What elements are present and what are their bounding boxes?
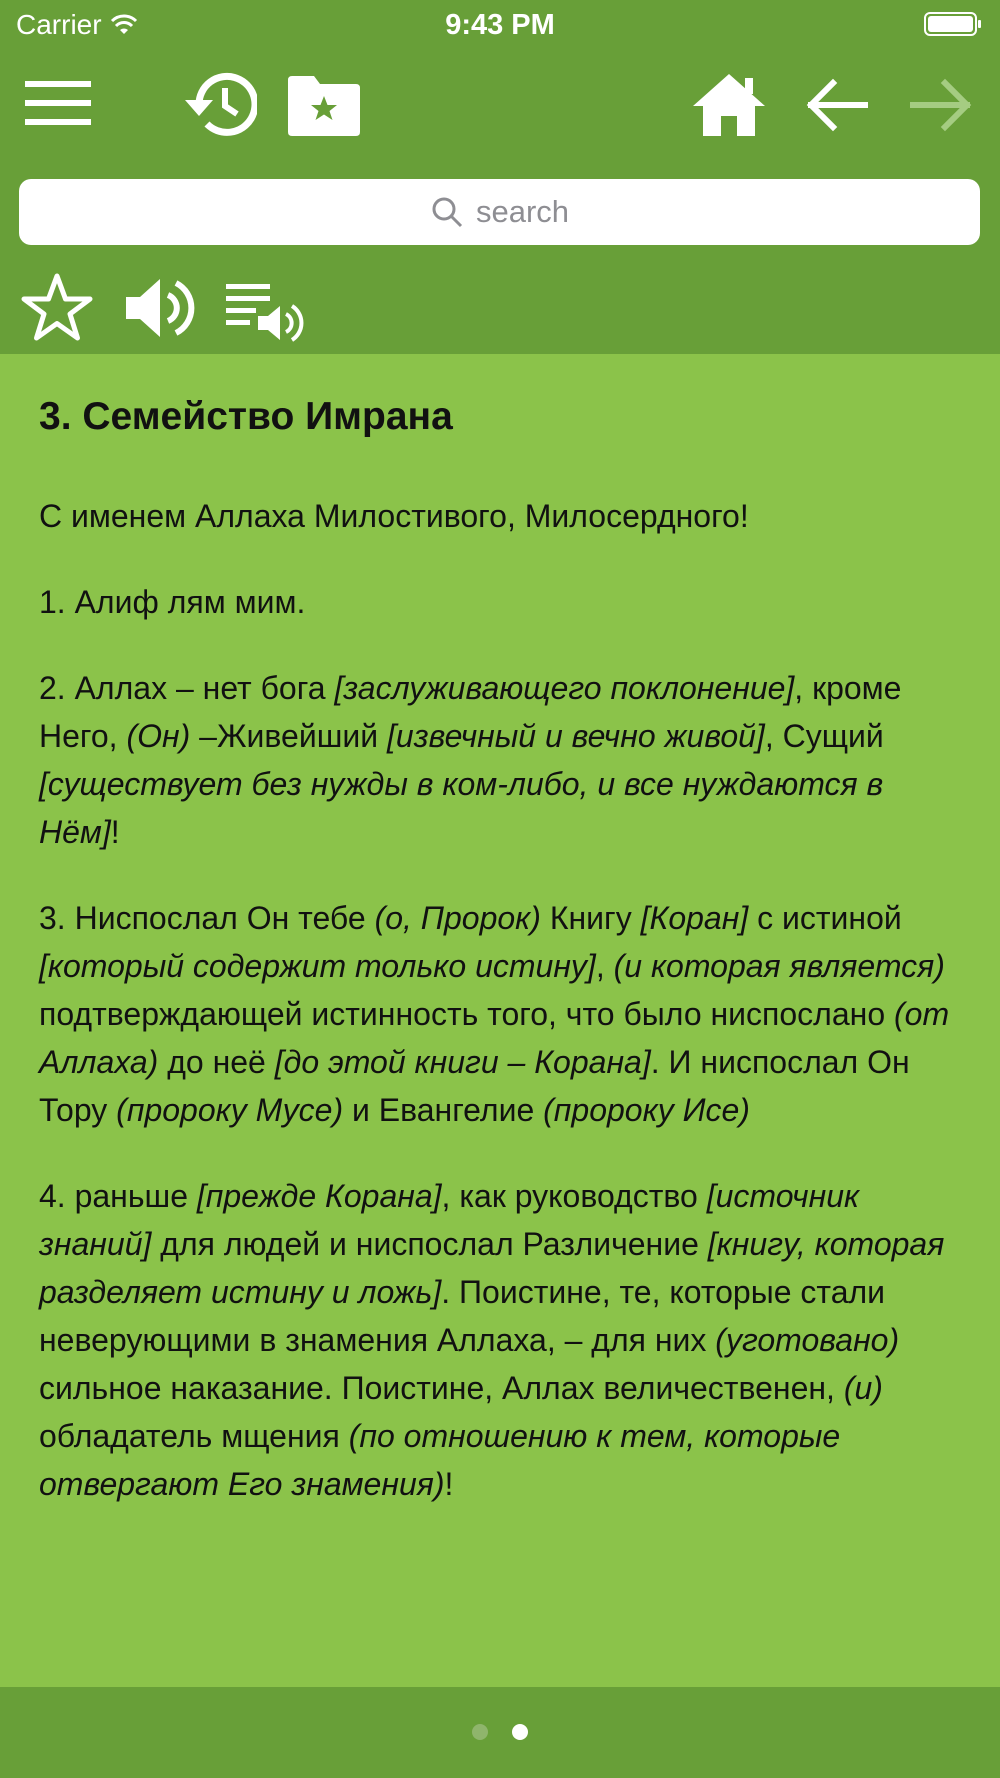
verse-text: 3. Ниспослал Он тебе [39, 900, 375, 936]
menu-icon [23, 77, 93, 129]
search-bar[interactable] [19, 179, 980, 245]
favorite-button[interactable] [18, 270, 96, 346]
search-placeholder: search [475, 194, 570, 229]
playlist-audio-button[interactable] [220, 276, 306, 346]
status-time: 9:43 PM [445, 9, 555, 41]
history-icon [177, 68, 257, 140]
star-icon [20, 272, 94, 344]
bookmarks-folder-icon [286, 74, 362, 136]
verse-4 [39, 1172, 969, 1508]
verse-1 [39, 578, 969, 626]
verse-commentary: (уготовано) [715, 1322, 900, 1358]
search-icon [430, 195, 464, 229]
status-bar [0, 0, 1000, 50]
back-button[interactable] [798, 70, 874, 140]
verse-text: , как руководство [441, 1178, 707, 1214]
verse-commentary: [существует без нужды в ком-либо, и все нуждаются в Нём] [39, 766, 884, 850]
verse-commentary: [до этой книги – Корана] [274, 1044, 651, 1080]
battery-icon [924, 12, 982, 36]
play-audio-button[interactable] [122, 272, 202, 344]
verse-commentary: [Коран] [640, 900, 749, 936]
basmala: С именем Аллаха Милостивого, Милосердного! [39, 498, 749, 534]
verse-text: ! [444, 1466, 454, 1502]
verse-text: подтверждающей истинность того, что было ниспослано [39, 996, 894, 1032]
verse-text: Книгу [540, 900, 641, 936]
verse-text: . Поистине, те, которые стали неверующими в знамения Аллаха, – для них [39, 1274, 886, 1358]
verse-text: 2. Аллах – нет бога [39, 670, 335, 706]
forward-button[interactable] [904, 70, 980, 140]
verse-text: и Евангелие [343, 1092, 544, 1128]
home-icon [691, 70, 767, 138]
home-button[interactable] [688, 66, 770, 142]
verse-text: . И ниспослал Он Тору [39, 1044, 910, 1128]
verse-commentary: (от Аллаха) [39, 996, 950, 1080]
verse-text: –Живейший [190, 718, 387, 754]
carrier-label: Carrier [16, 9, 102, 40]
playlist-audio-icon [222, 278, 304, 344]
verse-text: ! [110, 814, 120, 850]
verse-commentary: [извечный и вечно живой] [387, 718, 765, 754]
menu-button[interactable] [18, 68, 98, 138]
verse-commentary: (по отношению к тем, которые отвергают Его знамения) [39, 1418, 841, 1502]
verse-commentary: (пророку Исе) [543, 1092, 750, 1128]
verse-text: для людей и ниспослал Различение [151, 1226, 708, 1262]
app-header [0, 0, 1000, 354]
history-button[interactable] [174, 66, 260, 142]
verse-list [39, 578, 969, 1508]
verse-text: до неё [158, 1044, 275, 1080]
verse-text: 1. Алиф лям мим. [39, 584, 306, 620]
verse-text: с истиной [748, 900, 902, 936]
verse-commentary: (Он) [126, 718, 191, 754]
speaker-icon [124, 275, 200, 341]
verse-commentary: [книгу, которая разделяет истину и ложь] [39, 1226, 945, 1310]
verse-commentary: [который содержит только истину] [39, 948, 596, 984]
verse-text: , Сущий [764, 718, 884, 754]
verse-2 [39, 664, 969, 856]
verse-3 [39, 894, 969, 1134]
verse-commentary: (о, Пророк) [374, 900, 541, 936]
verse-text: сильное наказание. Поистине, Аллах величественен, [39, 1370, 844, 1406]
verse-commentary: (и которая является) [613, 948, 945, 984]
verse-commentary: [прежде Корана] [196, 1178, 442, 1214]
page-indicator-bar [0, 1687, 1000, 1778]
back-arrow-icon [803, 77, 869, 133]
verse-text: , кроме Него, [39, 670, 902, 754]
verse-text: , [595, 948, 614, 984]
verse-commentary: [заслуживающего поклонение] [334, 670, 795, 706]
page-dot-1[interactable] [472, 1724, 488, 1740]
bookmarks-folder-button[interactable] [284, 70, 364, 140]
verse-text: обладатель мщения [39, 1418, 349, 1454]
forward-arrow-icon [909, 77, 975, 133]
verse-commentary: [источник знаний] [39, 1178, 860, 1262]
reading-area[interactable] [0, 354, 1000, 1687]
verse-text: 4. раньше [39, 1178, 197, 1214]
verse-commentary: (пророку Мусе) [116, 1092, 344, 1128]
chapter-title: 3. Семейство Имрана [39, 395, 453, 438]
page-dot-2[interactable] [512, 1724, 528, 1740]
reading-text [39, 394, 969, 1546]
verse-commentary: (и) [843, 1370, 883, 1406]
